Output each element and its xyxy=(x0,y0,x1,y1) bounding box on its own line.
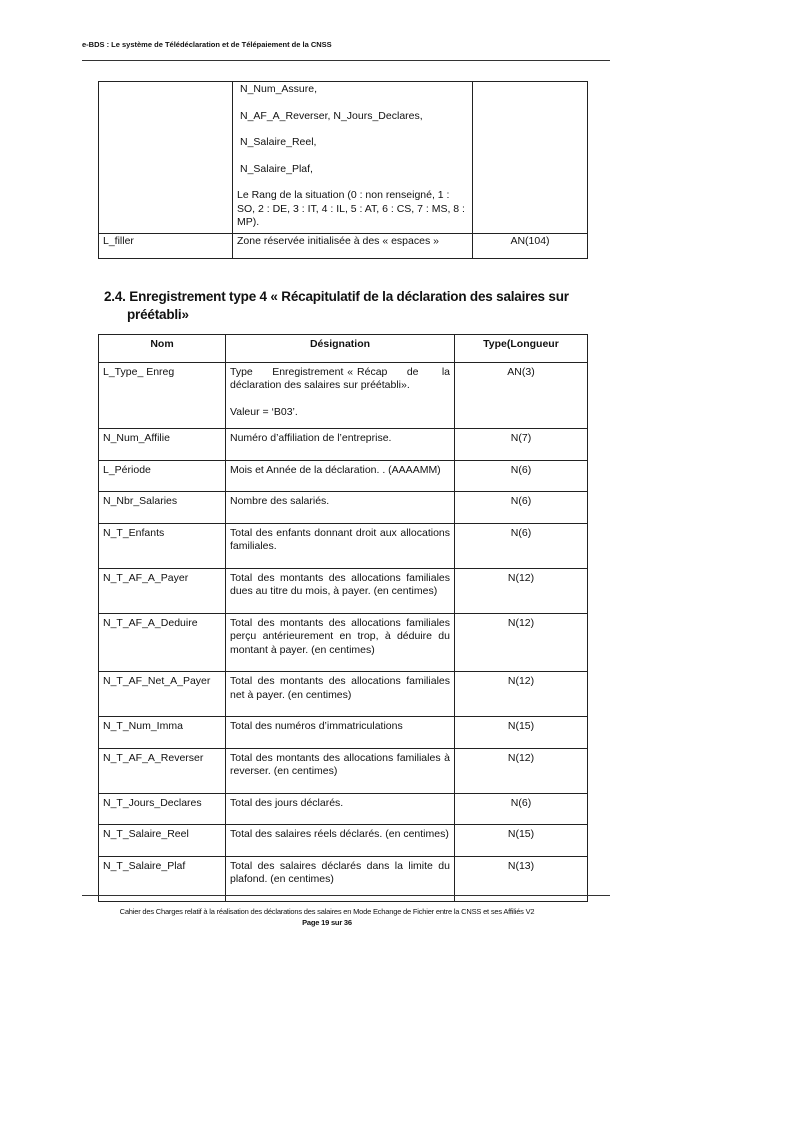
type-cell: N(6) xyxy=(455,523,588,568)
section-title-line2: préétabli» xyxy=(127,307,189,322)
table-row xyxy=(99,523,588,568)
name-cell: N_T_Enfants xyxy=(99,523,226,568)
footer-text: Cahier des Charges relatif à la réalisation des déclarations des salaires en Mode Echange de Fichier entre la CNSS et ses Affiliés V2 xyxy=(119,907,535,916)
type-cell: N(12) xyxy=(455,748,588,793)
page-number: Page 19 sur 36 xyxy=(302,918,352,927)
type-cell: N(6) xyxy=(455,492,588,524)
table-row xyxy=(99,460,588,492)
type-cell: N(6) xyxy=(455,460,588,492)
description-line: N_Salaire_Reel, xyxy=(240,136,317,148)
name-cell: N_T_AF_A_Payer xyxy=(99,568,226,613)
type-cell: AN(3) xyxy=(455,362,588,429)
description-line: N_Salaire_Plaf, xyxy=(240,162,313,175)
description-cell xyxy=(233,82,473,234)
type-cell: N(12) xyxy=(455,568,588,613)
name-cell: L_Type_ Enreg xyxy=(99,362,226,429)
designation-cell: Mois et Année de la déclaration. . (AAAAMM) xyxy=(226,460,455,492)
description-line: N_Num_Assure, xyxy=(240,83,318,95)
name-cell: N_T_Jours_Declares xyxy=(99,793,226,825)
designation-cell: Numéro d’affiliation de l’entreprise. xyxy=(226,429,455,461)
table-row xyxy=(99,82,588,234)
designation-cell: Nombre des salariés. xyxy=(226,492,455,524)
name-cell: N_Nbr_Salaries xyxy=(99,492,226,524)
description-line: N_AF_A_Reverser, N_Jours_Declares, xyxy=(240,109,423,122)
type-cell: N(12) xyxy=(455,672,588,717)
table-row xyxy=(99,568,588,613)
header-type: Type(Longueur xyxy=(455,335,588,363)
designation-cell: Total des salaires déclarés dans la limite du plafond. (en centimes) xyxy=(226,856,455,901)
designation-cell: Total des montants des allocations familiales à reverser. (en centimes) xyxy=(226,748,455,793)
type-cell: N(12) xyxy=(455,613,588,672)
table-header-row xyxy=(99,335,588,363)
continued-table xyxy=(98,81,588,259)
designation-cell: Total des montants des allocations familiales net à payer. (en centimes) xyxy=(226,672,455,717)
type-cell: N(13) xyxy=(455,856,588,901)
header-divider xyxy=(82,60,610,61)
table-row xyxy=(99,233,588,259)
section-title xyxy=(104,288,584,324)
name-cell: N_T_Salaire_Reel xyxy=(99,825,226,857)
designation-cell: Total des salaires réels déclarés. (en centimes) xyxy=(226,825,455,857)
table-row xyxy=(99,748,588,793)
name-cell: N_T_AF_Net_A_Payer xyxy=(99,672,226,717)
name-cell: L_filler xyxy=(99,233,233,259)
name-cell: N_Num_Affilie xyxy=(99,429,226,461)
name-cell: N_T_AF_A_Deduire xyxy=(99,613,226,672)
type-cell: AN(104) xyxy=(473,233,588,259)
record-table xyxy=(98,334,588,902)
type-cell: N(15) xyxy=(455,825,588,857)
table-row xyxy=(99,717,588,749)
name-cell: N_T_Salaire_Plaf xyxy=(99,856,226,901)
designation-cell: Total des montants des allocations familiales perçu antérieurement en trop, à déduire du montant à payer. (en centimes) xyxy=(226,613,455,672)
name-cell: L_Période xyxy=(99,460,226,492)
page-header: e-BDS : Le système de Télédéclaration et de Télépaiement de la CNSS xyxy=(82,40,332,49)
name-cell xyxy=(99,82,233,234)
table-row xyxy=(99,613,588,672)
table-row xyxy=(99,793,588,825)
page-footer xyxy=(82,906,572,928)
table-row xyxy=(99,825,588,857)
designation-cell: Total des jours déclarés. xyxy=(226,793,455,825)
footer-divider xyxy=(82,895,610,896)
designation-text: Type Enregistrement « Récap de la déclaration des salaires sur préétabli». xyxy=(230,365,453,391)
type-cell xyxy=(473,82,588,234)
type-cell: N(15) xyxy=(455,717,588,749)
section-title-line1: 2.4. Enregistrement type 4 « Récapitulatif de la déclaration des salaires sur xyxy=(104,289,569,304)
type-cell: N(6) xyxy=(455,793,588,825)
designation-cell: Total des montants des allocations familiales dues au titre du mois, à payer. (en centimes) xyxy=(226,568,455,613)
designation-cell: Zone réservée initialisée à des « espaces » xyxy=(233,233,473,259)
type-cell: N(7) xyxy=(455,429,588,461)
name-cell: N_T_Num_Imma xyxy=(99,717,226,749)
description-line: Le Rang de la situation (0 : non renseigné, 1 : SO, 2 : DE, 3 : IT, 4 : IL, 5 : AT, 6 : CS, 7 : MS, 8 : MP). xyxy=(237,189,465,228)
name-cell: N_T_AF_A_Reverser xyxy=(99,748,226,793)
table-row xyxy=(99,429,588,461)
table-row xyxy=(99,492,588,524)
header-nom: Nom xyxy=(99,335,226,363)
designation-cell xyxy=(226,362,455,429)
designation-value: Valeur = ‘B03’. xyxy=(230,405,298,418)
header-designation: Désignation xyxy=(226,335,455,363)
designation-cell: Total des numéros d’immatriculations xyxy=(226,717,455,749)
table-row xyxy=(99,672,588,717)
designation-cell: Total des enfants donnant droit aux allocations familiales. xyxy=(226,523,455,568)
table-row xyxy=(99,362,588,429)
